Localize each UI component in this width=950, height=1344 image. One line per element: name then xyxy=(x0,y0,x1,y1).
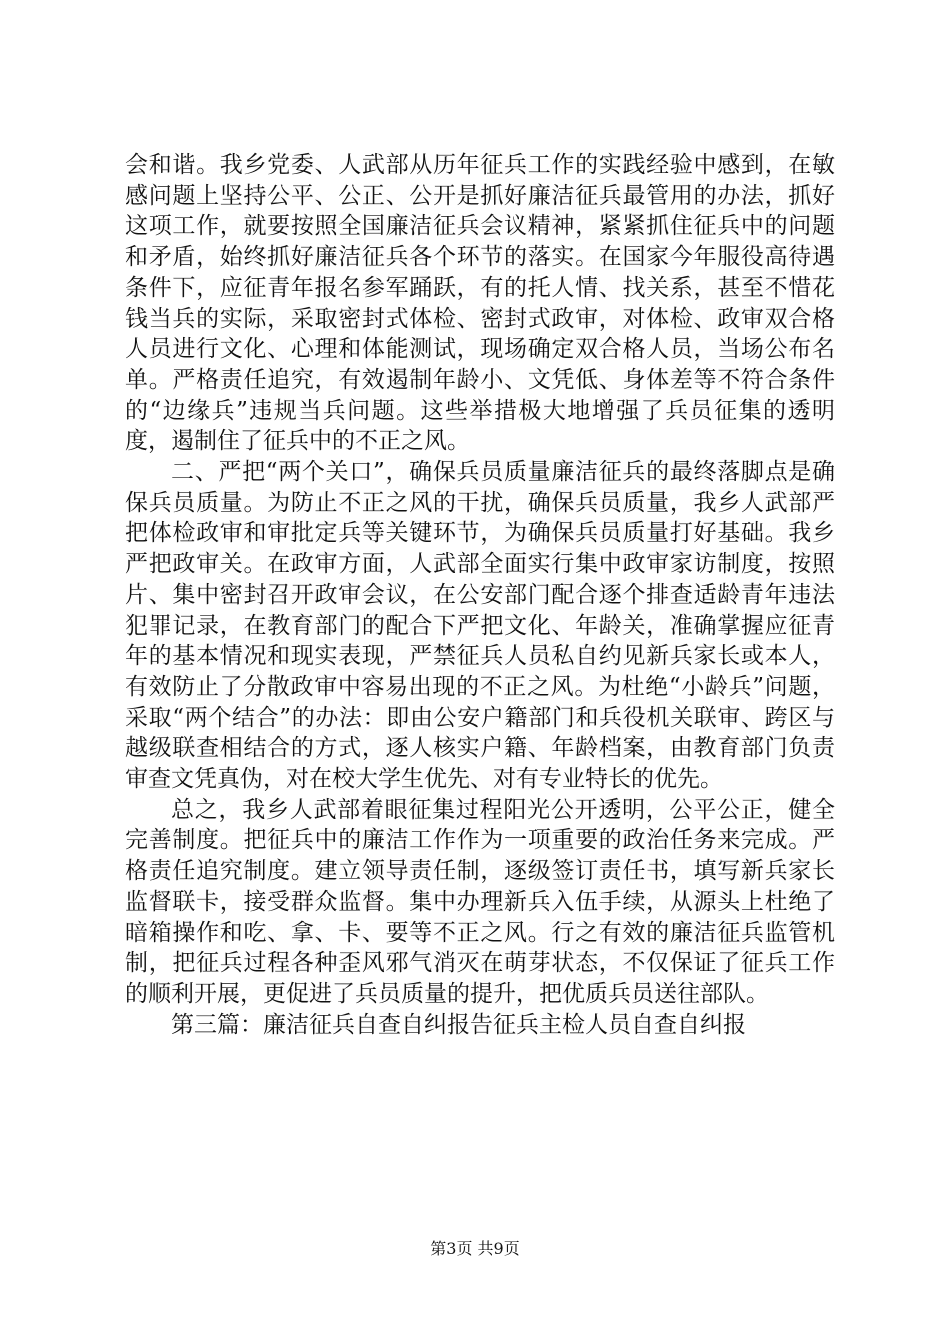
paragraph-1: 会和谐。我乡党委、人武部从历年征兵工作的实践经验中感到，在敏感问题上坚持公平、公正、公开是抓好廉洁征兵最管用的办法，抓好这项工作，就要按照全国廉洁征兵会议精神，紧紧抓住征兵中的问题和矛盾，始终抓好廉洁征兵各个环节的落实。在国家今年服役高待遇条件下，应征青年报名参军踊跃，有的托人情、找关系，甚至不惜花钱当兵的实际，采取密封式体检、密封式政审，对体检、政审双合格人员进行文化、心理和体能测试，现场确定双合格人员，当场公布名单。严格责任追究，有效遏制年龄小、文凭低、身体差等不符合条件的“边缘兵”违规当兵问题。这些举措极大地增强了兵员征集的透明度，遏制住了征兵中的不正之风。 xyxy=(125,152,835,455)
paragraph-4: 第三篇：廉洁征兵自查自纠报告征兵主检人员自查自纠报 xyxy=(171,1011,746,1038)
paragraph-2: 二、严把“两个关口”，确保兵员质量廉洁征兵的最终落脚点是确保兵员质量。为防止不正之风的干扰，确保兵员质量，我乡人武部严把体检政审和审批定兵等关键环节，为确保兵员质量打好基础。我乡严把政审关。在政审方面，人武部全面实行集中政审家访制度，按照片、集中密封召开政审会议，在公安部门配合逐个排查适龄青年违法犯罪记录，在教育部门的配合下严把文化、年龄关，准确掌握应征青年的基本情况和现实表现，严禁征兵人员私自约见新兵家长或本人，有效防止了分散政审中容易出现的不正之风。为杜绝“小龄兵”问题，采取“两个结合”的办法：即由公安户籍部门和兵役机关联审、跨区与越级联查相结合的方式，逐人核实户籍、年龄档案，由教育部门负责审查文凭真伪，对在校大学生优先、对有专业特长的优先。 xyxy=(125,459,835,793)
paragraph-3: 总之，我乡人武部着眼征集过程阳光公开透明，公平公正，健全完善制度。把征兵中的廉洁工作作为一项重要的政治任务来完成。严格责任追究制度。建立领导责任制，逐级签订责任书，填写新兵家长监督联卡，接受群众监督。集中办理新兵入伍手续，从源头上杜绝了暗箱操作和吃、拿、卡、要等不正之风。行之有效的廉洁征兵监管机制，把征兵过程各种歪风邪气消灭在萌芽状态，不仅保证了征兵工作的顺利开展，更促进了兵员质量的提升，把优质兵员送往部队。 xyxy=(125,796,835,1007)
document-body xyxy=(125,150,835,1040)
page-number-footer: 第3页 共9页 xyxy=(430,1239,520,1258)
